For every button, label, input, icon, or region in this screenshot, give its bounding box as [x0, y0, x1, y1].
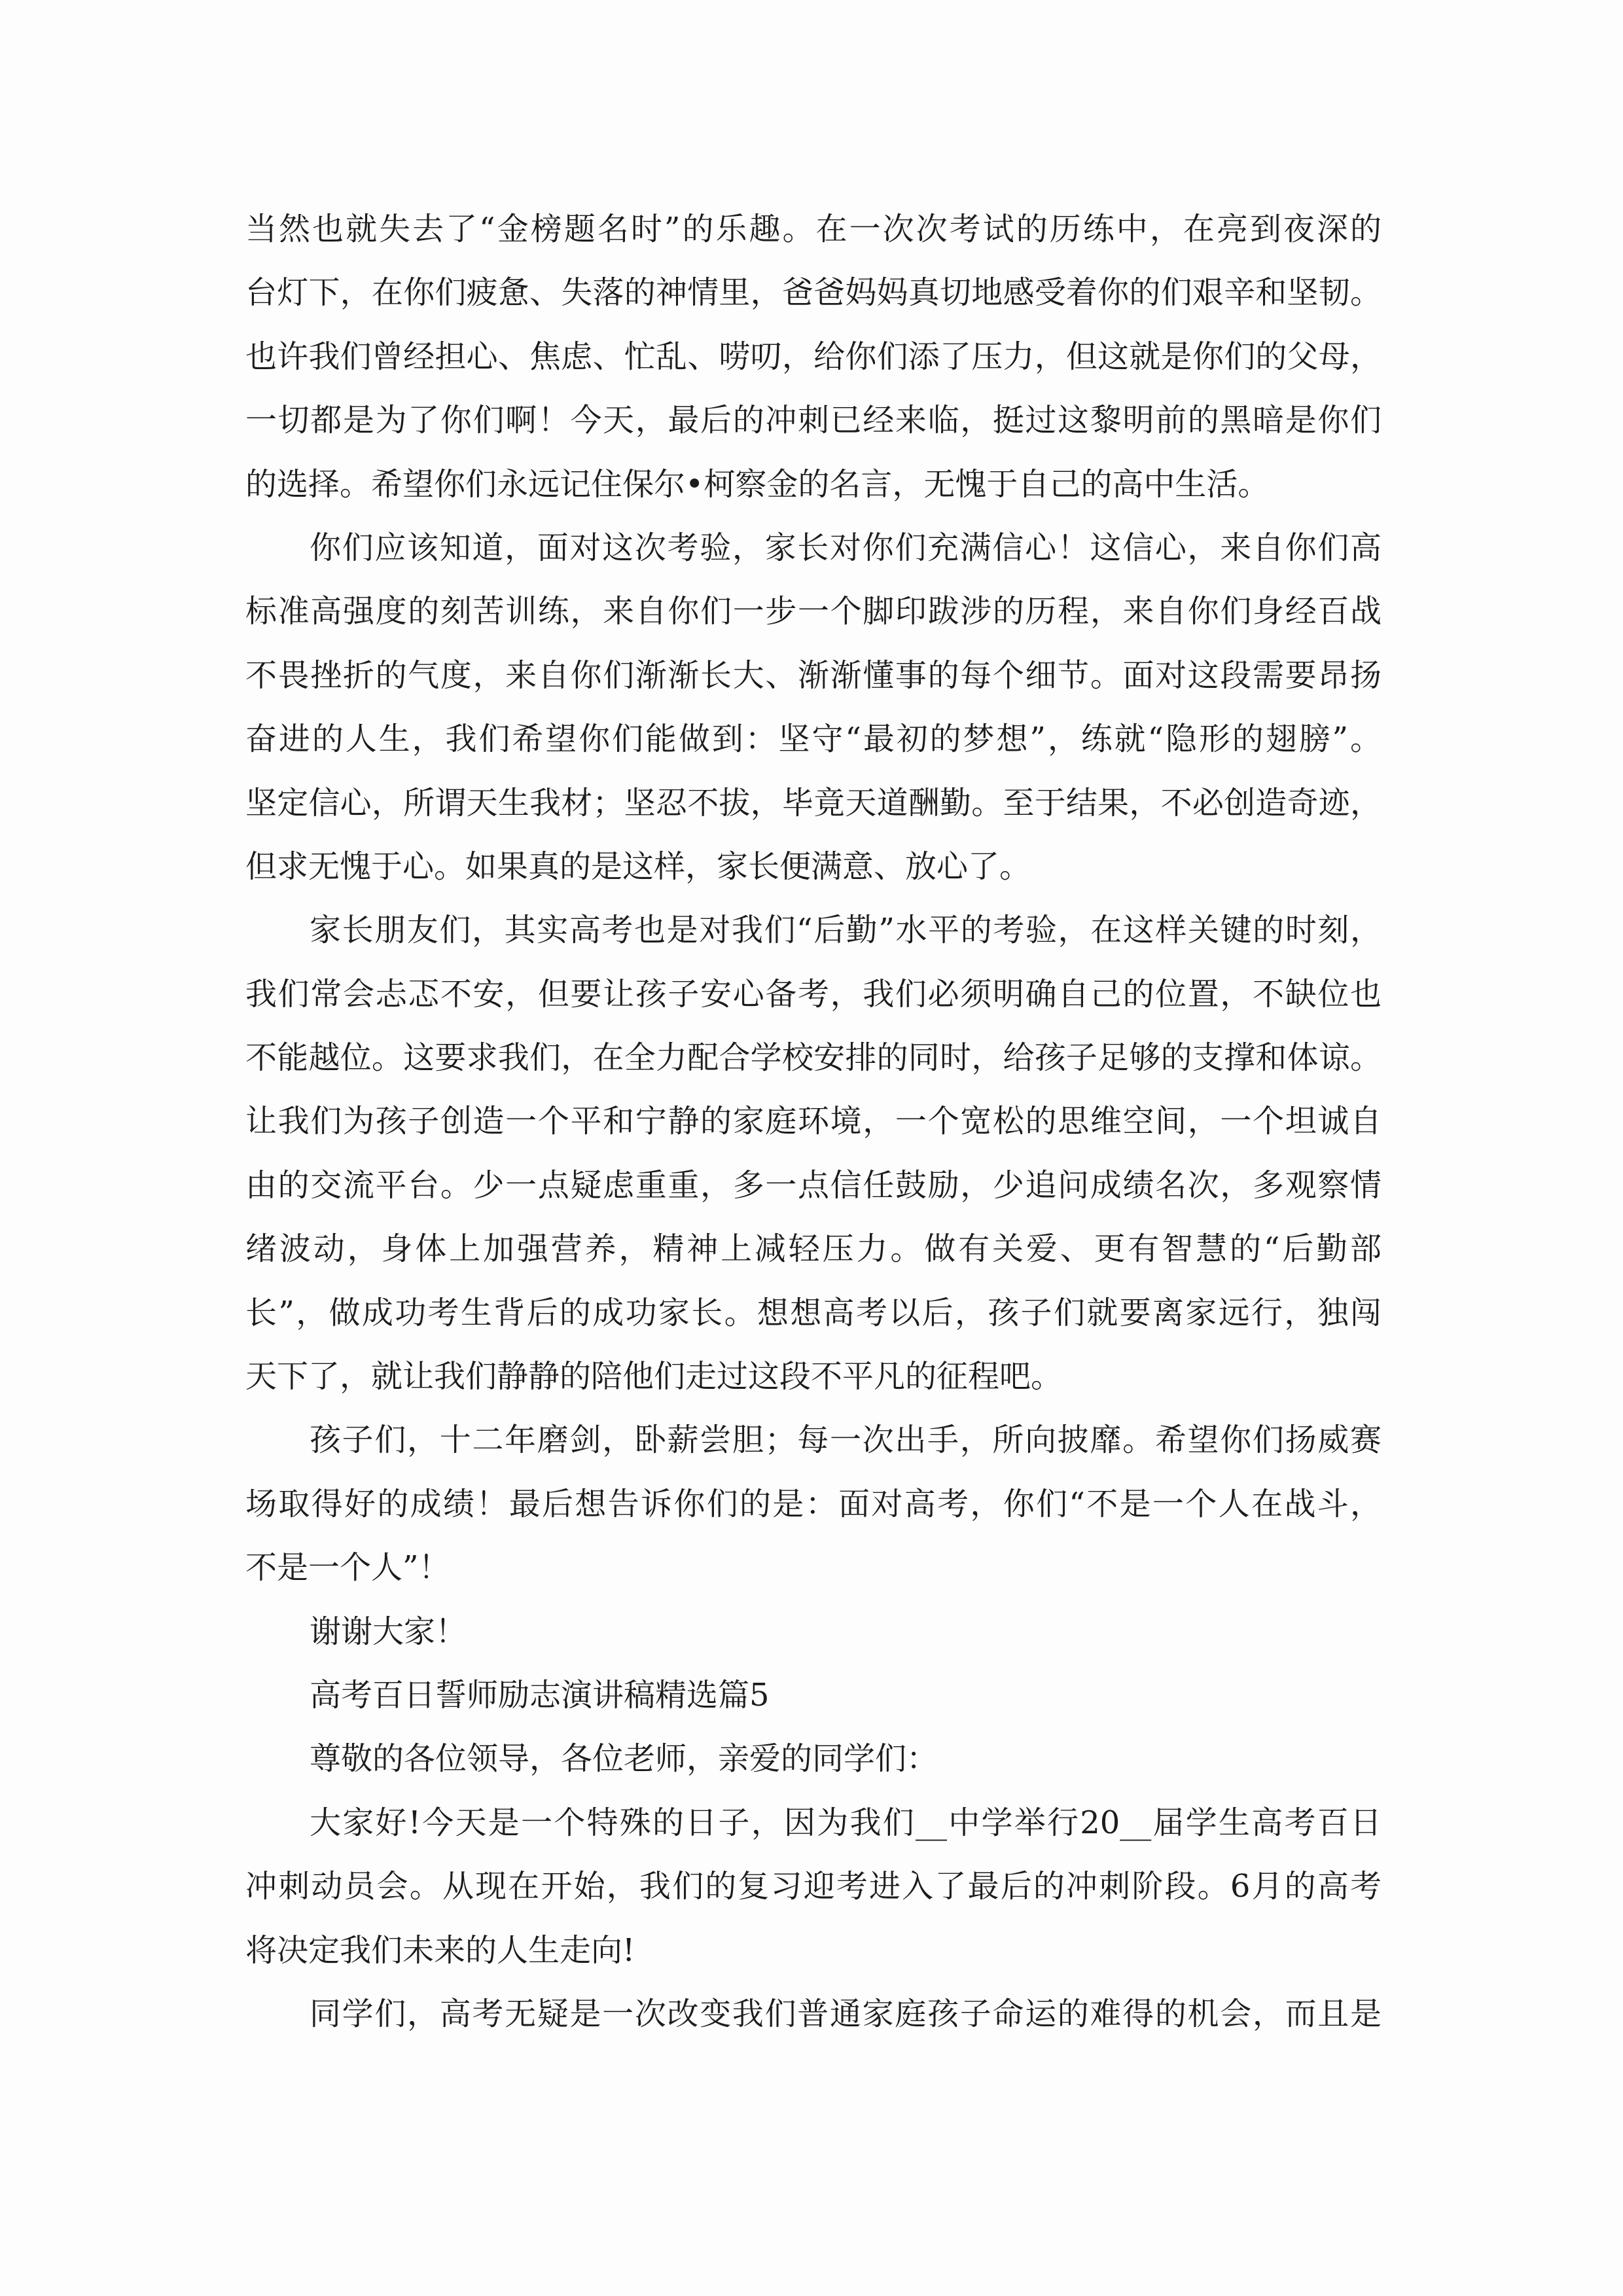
text-line: 场取得好的成绩！最后想告诉你们的是：面对高考，你们“不是一个人在战斗， [245, 1485, 1382, 1522]
text-line: 让我们为孩子创造一个平和宁静的家庭环境，一个宽松的思维空间，一个坦诚自 [245, 1103, 1382, 1140]
section-heading: 高考百日誓师励志演讲稿精选篇5 [310, 1676, 770, 1713]
paragraph-start-line: 同学们，高考无疑是一次改变我们普通家庭孩子命运的难得的机会，而且是 [310, 1995, 1382, 2032]
document-body [245, 198, 1382, 2046]
text-line: 但求无愧于心。如果真的是这样，家长便满意、放心了。 [245, 848, 1031, 885]
text-line: 将决定我们未来的人生走向! [245, 1931, 635, 1969]
paragraph-start-line: 孩子们，十二年磨剑，卧薪尝胆；每一次出手，所向披靡。希望你们扬威赛 [310, 1422, 1382, 1459]
salutation: 尊敬的各位领导，各位老师，亲爱的同学们： [310, 1740, 938, 1778]
paragraph-start-line: 你们应该知道，面对这次考验，家长对你们充满信心！这信心，来自你们高 [310, 529, 1382, 566]
text-line: 不能越位。这要求我们，在全力配合学校安排的同时，给孩子足够的支撑和体谅。 [245, 1039, 1382, 1077]
text-line: 一切都是为了你们啊！今天，最后的冲刺已经来临，挺过这黎明前的黑暗是你们 [245, 402, 1382, 439]
text-line: 也许我们曾经担心、焦虑、忙乱、唠叨，给你们添了压力，但这就是你们的父母， [245, 338, 1382, 375]
text-line: 台灯下，在你们疲惫、失落的神情里，爸爸妈妈真切地感受着你的们艰辛和坚韧。 [245, 274, 1382, 312]
text-line: 由的交流平台。少一点疑虑重重，多一点信任鼓励，少追问成绩名次，多观察情 [245, 1166, 1382, 1204]
text-line: 坚定信心，所谓天生我材；坚忍不拔，毕竟天道酬勤。至于结果，不必创造奇迹， [245, 784, 1382, 821]
text-line: 的选择。希望你们永远记住保尔•柯察金的名言，无愧于自己的高中生活。 [245, 465, 1270, 503]
text-line: 绪波动，身体上加强营养，精神上减轻压力。做有关爱、更有智慧的“后勤部 [245, 1230, 1382, 1268]
text-line: 我们常会忐忑不安，但要让孩子安心备考，我们必须明确自己的位置，不缺位也 [245, 975, 1382, 1013]
text-line: 当然也就失去了“金榜题名时”的乐趣。在一次次考试的历练中，在亮到夜深的 [245, 211, 1382, 247]
text-line: 不是一个人”！ [245, 1549, 450, 1587]
text-line: 冲刺动员会。从现在开始，我们的复习迎考进入了最后的冲刺阶段。6月的高考 [245, 1868, 1382, 1905]
paragraph-start-line: 家长朋友们，其实高考也是对我们“后勤”水平的考验，在这样关键的时刻， [310, 912, 1382, 949]
text-line: 天下了，就让我们静静的陪他们走过这段不平凡的征程吧。 [245, 1358, 1063, 1395]
paragraph-start-line: 大家好!今天是一个特殊的日子，因为我们__中学举行20__届学生高考百日 [310, 1804, 1382, 1841]
text-line: 奋进的人生，我们希望你们能做到：坚守“最初的梦想”，练就“隐形的翅膀”。 [245, 721, 1382, 758]
text-line: 标准高强度的刻苦训练，来自你们一步一个脚印跋涉的历程，来自你们身经百战 [245, 593, 1382, 630]
text-line: 不畏挫折的气度，来自你们渐渐长大、渐渐懂事的每个细节。面对这段需要昂扬 [245, 656, 1382, 694]
text-line: 长”，做成功考生背后的成功家长。想想高考以后，孩子们就要离家远行，独闯 [245, 1294, 1382, 1331]
closing-thanks: 谢谢大家！ [310, 1613, 467, 1650]
